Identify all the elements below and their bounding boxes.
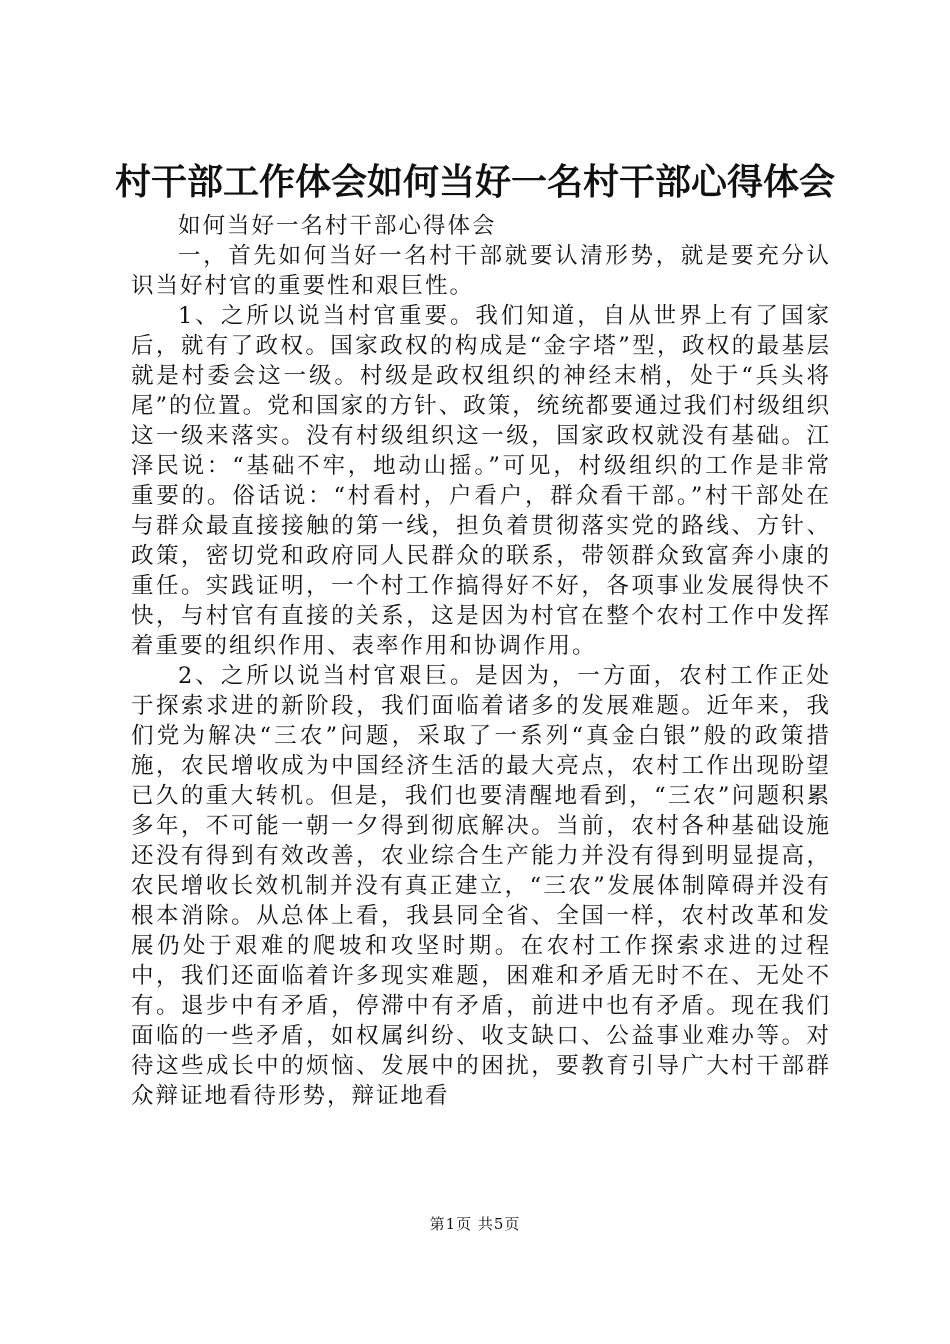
document-title: 村干部工作体会如何当好一名村干部心得体会 bbox=[114, 161, 835, 203]
body-paragraph: 一，首先如何当好一名村干部就要认清形势，就是要充分认识当好村官的重要性和艰巨性。 bbox=[131, 243, 831, 299]
body-paragraph: 1、之所以说当村官重要。我们知道，自从世界上有了国家后，就有了政权。国家政权的构成是“金字塔”型，政权的最基层就是村委会这一级。村级是政权组织的神经末梢，处于“兵头将尾”的位置。党和国家的方针、政策，统统都要通过我们村级组织这一级来落实。没有村级组织这一级，国家政权就没有基础。江泽民说：“基础不牢，地动山摇。”可见，村级组织的工作是非常重要的。俗话说：“村看村，户看户，群众看干部。”村干部处在与群众最直接接触的第一线，担负着贯彻落实党的路线、方针、政策，密切党和政府同人民群众的联系，带领群众致富奔小康的重任。实践证明，一个村工作搞得好不好，各项事业发展得快不快，与村官有直接的关系，这是因为村官在整个农村工作中发挥着重要的组织作用、表率作用和协调作用。 bbox=[131, 303, 831, 659]
document-body bbox=[131, 211, 831, 1111]
subtitle-paragraph: 如何当好一名村干部心得体会 bbox=[178, 213, 497, 239]
page-number-footer: 第1页 共5页 bbox=[429, 1215, 521, 1233]
body-paragraph: 2、之所以说当村官艰巨。是因为，一方面，农村工作正处于探索求进的新阶段，我们面临着诸多的发展难题。近年来，我们党为解决“三农”问题，采取了一系列“真金白银”般的政策措施，农民增收成为中国经济生活的最大亮点，农村工作出现盼望已久的重大转机。但是，我们也要清醒地看到，“三农”问题积累多年，不可能一朝一夕得到彻底解决。当前，农村各种基础设施还没有得到有效改善，农业综合生产能力并没有得到明显提高，农民增收长效机制并没有真正建立，“三农”发展体制障碍并没有根本消除。从总体上看，我县同全省、全国一样，农村改革和发展仍处于艰难的爬坡和攻坚时期。在农村工作探索求进的过程中，我们还面临着许多现实难题，困难和矛盾无时不在、无处不有。退步中有矛盾，停滞中有矛盾，前进中也有矛盾。现在我们面临的一些矛盾，如权属纠纷、收支缺口、公益事业难办等。对待这些成长中的烦恼、发展中的困扰，要教育引导广大村干部群众辩证地看待形势，辩证地看 bbox=[131, 663, 831, 1109]
